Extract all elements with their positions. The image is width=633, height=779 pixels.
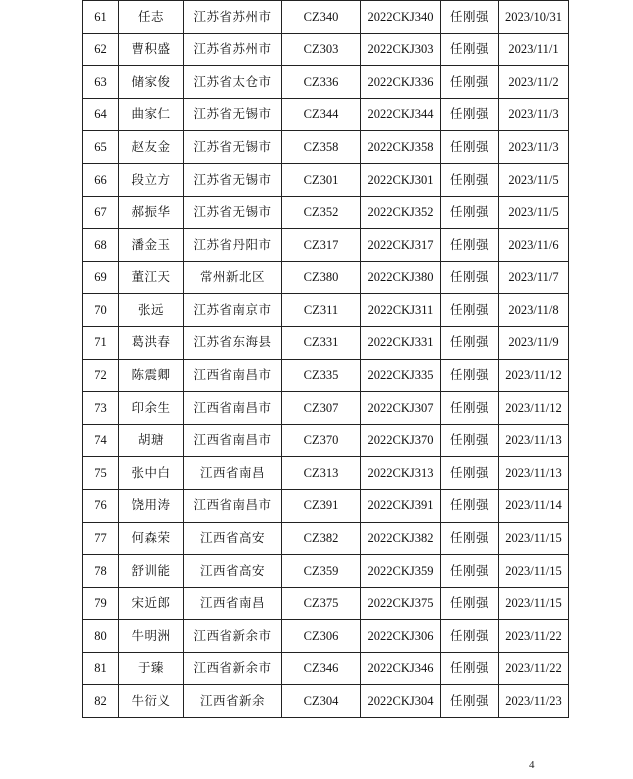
table-row xyxy=(83,359,569,392)
date-cell: 2023/11/22 xyxy=(499,620,569,653)
certificate-number-cell: 2022CKJ335 xyxy=(361,359,441,392)
code-cell: CZ352 xyxy=(282,196,361,229)
name-cell: 曹积盛 xyxy=(119,33,184,66)
date-cell: 2023/11/8 xyxy=(499,294,569,327)
code-cell: CZ370 xyxy=(282,424,361,457)
records-table-body xyxy=(83,1,569,718)
certificate-number-cell: 2022CKJ304 xyxy=(361,685,441,718)
date-cell: 2023/11/23 xyxy=(499,685,569,718)
name-cell: 饶用涛 xyxy=(119,489,184,522)
responsible-person-cell: 任刚强 xyxy=(441,33,499,66)
certificate-number-cell: 2022CKJ375 xyxy=(361,587,441,620)
location-cell: 江西省南昌市 xyxy=(184,489,282,522)
responsible-person-cell: 任刚强 xyxy=(441,131,499,164)
responsible-person-cell: 任刚强 xyxy=(441,229,499,262)
location-cell: 江苏省无锡市 xyxy=(184,163,282,196)
name-cell: 宋近郎 xyxy=(119,587,184,620)
table-row xyxy=(83,620,569,653)
name-cell: 董江天 xyxy=(119,261,184,294)
date-cell: 2023/11/12 xyxy=(499,359,569,392)
certificate-number-cell: 2022CKJ306 xyxy=(361,620,441,653)
table-row xyxy=(83,392,569,425)
date-cell: 2023/11/5 xyxy=(499,163,569,196)
date-cell: 2023/11/9 xyxy=(499,326,569,359)
code-cell: CZ344 xyxy=(282,98,361,131)
location-cell: 江苏省东海县 xyxy=(184,326,282,359)
certificate-number-cell: 2022CKJ344 xyxy=(361,98,441,131)
row-number-cell: 79 xyxy=(83,587,119,620)
location-cell: 江苏省无锡市 xyxy=(184,131,282,164)
row-number-cell: 68 xyxy=(83,229,119,262)
code-cell: CZ331 xyxy=(282,326,361,359)
date-cell: 2023/11/6 xyxy=(499,229,569,262)
table-row xyxy=(83,424,569,457)
date-cell: 2023/10/31 xyxy=(499,1,569,34)
name-cell: 牛衍义 xyxy=(119,685,184,718)
name-cell: 于臻 xyxy=(119,652,184,685)
row-number-cell: 80 xyxy=(83,620,119,653)
code-cell: CZ303 xyxy=(282,33,361,66)
responsible-person-cell: 任刚强 xyxy=(441,587,499,620)
table-row xyxy=(83,1,569,34)
name-cell: 牛明洲 xyxy=(119,620,184,653)
responsible-person-cell: 任刚强 xyxy=(441,98,499,131)
code-cell: CZ346 xyxy=(282,652,361,685)
date-cell: 2023/11/13 xyxy=(499,457,569,490)
row-number-cell: 67 xyxy=(83,196,119,229)
code-cell: CZ307 xyxy=(282,392,361,425)
certificate-number-cell: 2022CKJ370 xyxy=(361,424,441,457)
table-row xyxy=(83,33,569,66)
table-row xyxy=(83,522,569,555)
row-number-cell: 69 xyxy=(83,261,119,294)
code-cell: CZ301 xyxy=(282,163,361,196)
code-cell: CZ335 xyxy=(282,359,361,392)
location-cell: 江西省高安 xyxy=(184,555,282,588)
name-cell: 何森荣 xyxy=(119,522,184,555)
name-cell: 胡瑭 xyxy=(119,424,184,457)
row-number-cell: 64 xyxy=(83,98,119,131)
name-cell: 赵友金 xyxy=(119,131,184,164)
location-cell: 常州新北区 xyxy=(184,261,282,294)
certificate-number-cell: 2022CKJ391 xyxy=(361,489,441,522)
responsible-person-cell: 任刚强 xyxy=(441,685,499,718)
location-cell: 江苏省丹阳市 xyxy=(184,229,282,262)
certificate-number-cell: 2022CKJ359 xyxy=(361,555,441,588)
code-cell: CZ311 xyxy=(282,294,361,327)
location-cell: 江苏省苏州市 xyxy=(184,1,282,34)
date-cell: 2023/11/5 xyxy=(499,196,569,229)
table-row xyxy=(83,685,569,718)
date-cell: 2023/11/3 xyxy=(499,98,569,131)
certificate-number-cell: 2022CKJ380 xyxy=(361,261,441,294)
responsible-person-cell: 任刚强 xyxy=(441,1,499,34)
row-number-cell: 78 xyxy=(83,555,119,588)
location-cell: 江苏省苏州市 xyxy=(184,33,282,66)
table-row xyxy=(83,555,569,588)
row-number-cell: 76 xyxy=(83,489,119,522)
table-row xyxy=(83,229,569,262)
table-row xyxy=(83,587,569,620)
location-cell: 江西省南昌 xyxy=(184,457,282,490)
row-number-cell: 63 xyxy=(83,66,119,99)
name-cell: 张远 xyxy=(119,294,184,327)
responsible-person-cell: 任刚强 xyxy=(441,294,499,327)
name-cell: 舒训能 xyxy=(119,555,184,588)
code-cell: CZ375 xyxy=(282,587,361,620)
date-cell: 2023/11/22 xyxy=(499,652,569,685)
table-row xyxy=(83,326,569,359)
code-cell: CZ391 xyxy=(282,489,361,522)
responsible-person-cell: 任刚强 xyxy=(441,424,499,457)
table-row xyxy=(83,294,569,327)
location-cell: 江苏省无锡市 xyxy=(184,196,282,229)
responsible-person-cell: 任刚强 xyxy=(441,196,499,229)
date-cell: 2023/11/12 xyxy=(499,392,569,425)
certificate-number-cell: 2022CKJ301 xyxy=(361,163,441,196)
date-cell: 2023/11/1 xyxy=(499,33,569,66)
responsible-person-cell: 任刚强 xyxy=(441,163,499,196)
certificate-number-cell: 2022CKJ311 xyxy=(361,294,441,327)
table-row xyxy=(83,261,569,294)
location-cell: 江西省新余 xyxy=(184,685,282,718)
page-number: 4 xyxy=(529,759,535,771)
location-cell: 江苏省南京市 xyxy=(184,294,282,327)
row-number-cell: 72 xyxy=(83,359,119,392)
row-number-cell: 61 xyxy=(83,1,119,34)
name-cell: 段立方 xyxy=(119,163,184,196)
table-row xyxy=(83,489,569,522)
table-row xyxy=(83,457,569,490)
date-cell: 2023/11/2 xyxy=(499,66,569,99)
row-number-cell: 81 xyxy=(83,652,119,685)
table-row xyxy=(83,131,569,164)
row-number-cell: 77 xyxy=(83,522,119,555)
table-row xyxy=(83,66,569,99)
name-cell: 潘金玉 xyxy=(119,229,184,262)
certificate-number-cell: 2022CKJ303 xyxy=(361,33,441,66)
certificate-number-cell: 2022CKJ340 xyxy=(361,1,441,34)
location-cell: 江西省新余市 xyxy=(184,652,282,685)
responsible-person-cell: 任刚强 xyxy=(441,359,499,392)
certificate-number-cell: 2022CKJ317 xyxy=(361,229,441,262)
row-number-cell: 66 xyxy=(83,163,119,196)
records-table xyxy=(82,0,569,718)
row-number-cell: 75 xyxy=(83,457,119,490)
name-cell: 印余生 xyxy=(119,392,184,425)
code-cell: CZ359 xyxy=(282,555,361,588)
date-cell: 2023/11/13 xyxy=(499,424,569,457)
row-number-cell: 74 xyxy=(83,424,119,457)
certificate-number-cell: 2022CKJ331 xyxy=(361,326,441,359)
date-cell: 2023/11/15 xyxy=(499,555,569,588)
code-cell: CZ306 xyxy=(282,620,361,653)
table-row xyxy=(83,196,569,229)
certificate-number-cell: 2022CKJ313 xyxy=(361,457,441,490)
location-cell: 江苏省太仓市 xyxy=(184,66,282,99)
certificate-number-cell: 2022CKJ307 xyxy=(361,392,441,425)
certificate-number-cell: 2022CKJ346 xyxy=(361,652,441,685)
name-cell: 郝振华 xyxy=(119,196,184,229)
responsible-person-cell: 任刚强 xyxy=(441,326,499,359)
row-number-cell: 82 xyxy=(83,685,119,718)
name-cell: 曲家仁 xyxy=(119,98,184,131)
name-cell: 任志 xyxy=(119,1,184,34)
date-cell: 2023/11/15 xyxy=(499,522,569,555)
location-cell: 江西省南昌市 xyxy=(184,424,282,457)
row-number-cell: 65 xyxy=(83,131,119,164)
responsible-person-cell: 任刚强 xyxy=(441,457,499,490)
row-number-cell: 71 xyxy=(83,326,119,359)
date-cell: 2023/11/14 xyxy=(499,489,569,522)
certificate-number-cell: 2022CKJ358 xyxy=(361,131,441,164)
responsible-person-cell: 任刚强 xyxy=(441,66,499,99)
location-cell: 江西省南昌市 xyxy=(184,359,282,392)
code-cell: CZ340 xyxy=(282,1,361,34)
location-cell: 江苏省无锡市 xyxy=(184,98,282,131)
code-cell: CZ304 xyxy=(282,685,361,718)
responsible-person-cell: 任刚强 xyxy=(441,489,499,522)
location-cell: 江西省新余市 xyxy=(184,620,282,653)
code-cell: CZ382 xyxy=(282,522,361,555)
code-cell: CZ380 xyxy=(282,261,361,294)
certificate-number-cell: 2022CKJ336 xyxy=(361,66,441,99)
certificate-number-cell: 2022CKJ352 xyxy=(361,196,441,229)
code-cell: CZ336 xyxy=(282,66,361,99)
certificate-number-cell: 2022CKJ382 xyxy=(361,522,441,555)
location-cell: 江西省南昌市 xyxy=(184,392,282,425)
responsible-person-cell: 任刚强 xyxy=(441,555,499,588)
date-cell: 2023/11/3 xyxy=(499,131,569,164)
name-cell: 张中白 xyxy=(119,457,184,490)
name-cell: 葛洪春 xyxy=(119,326,184,359)
code-cell: CZ313 xyxy=(282,457,361,490)
responsible-person-cell: 任刚强 xyxy=(441,261,499,294)
responsible-person-cell: 任刚强 xyxy=(441,652,499,685)
code-cell: CZ317 xyxy=(282,229,361,262)
table-row xyxy=(83,652,569,685)
name-cell: 陈震卿 xyxy=(119,359,184,392)
responsible-person-cell: 任刚强 xyxy=(441,392,499,425)
location-cell: 江西省南昌 xyxy=(184,587,282,620)
table-row xyxy=(83,98,569,131)
location-cell: 江西省高安 xyxy=(184,522,282,555)
row-number-cell: 73 xyxy=(83,392,119,425)
responsible-person-cell: 任刚强 xyxy=(441,522,499,555)
code-cell: CZ358 xyxy=(282,131,361,164)
date-cell: 2023/11/7 xyxy=(499,261,569,294)
table-row xyxy=(83,163,569,196)
name-cell: 储家俊 xyxy=(119,66,184,99)
responsible-person-cell: 任刚强 xyxy=(441,620,499,653)
row-number-cell: 62 xyxy=(83,33,119,66)
row-number-cell: 70 xyxy=(83,294,119,327)
date-cell: 2023/11/15 xyxy=(499,587,569,620)
